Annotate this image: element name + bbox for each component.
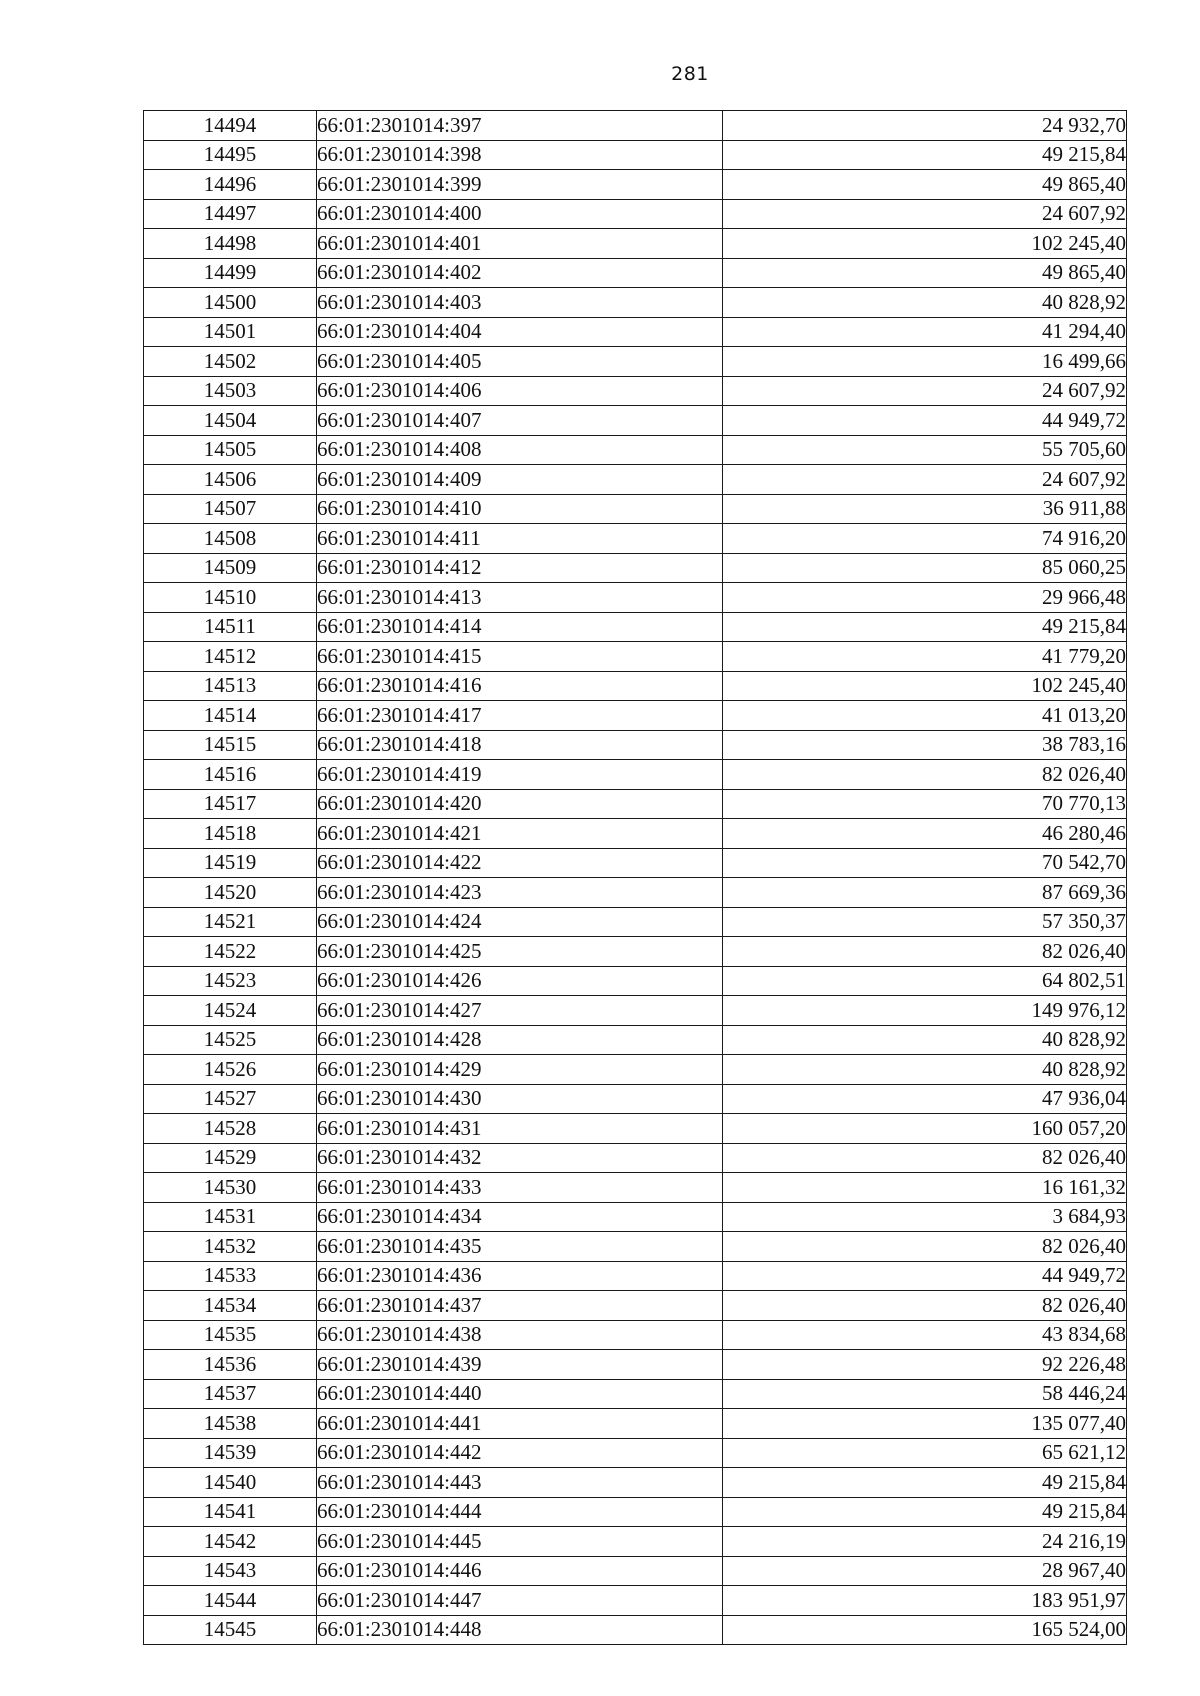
row-number-cell: 14539	[144, 1438, 317, 1468]
table-row	[144, 229, 1127, 259]
cadastral-value-cell: 70 542,70	[723, 848, 1127, 878]
cadastral-value-cell: 29 966,48	[723, 583, 1127, 613]
cadastral-value-cell: 41 294,40	[723, 317, 1127, 347]
row-number-cell: 14503	[144, 376, 317, 406]
cadastral-number-cell: 66:01:2301014:426	[317, 966, 723, 996]
cadastral-number-cell: 66:01:2301014:401	[317, 229, 723, 259]
cadastral-number-cell: 66:01:2301014:422	[317, 848, 723, 878]
row-number-cell: 14515	[144, 730, 317, 760]
row-number-cell: 14521	[144, 907, 317, 937]
cadastral-value-cell: 16 161,32	[723, 1173, 1127, 1203]
cadastral-value-cell: 92 226,48	[723, 1350, 1127, 1380]
table-row	[144, 1497, 1127, 1527]
row-number-cell: 14502	[144, 347, 317, 377]
table-row	[144, 583, 1127, 613]
row-number-cell: 14523	[144, 966, 317, 996]
row-number-cell: 14512	[144, 642, 317, 672]
cadastral-number-cell: 66:01:2301014:409	[317, 465, 723, 495]
cadastral-value-cell: 183 951,97	[723, 1586, 1127, 1616]
table-row	[144, 1143, 1127, 1173]
cadastral-number-cell: 66:01:2301014:410	[317, 494, 723, 524]
cadastral-number-cell: 66:01:2301014:404	[317, 317, 723, 347]
row-number-cell: 14517	[144, 789, 317, 819]
cadastral-number-cell: 66:01:2301014:403	[317, 288, 723, 318]
row-number-cell: 14544	[144, 1586, 317, 1616]
row-number-cell: 14537	[144, 1379, 317, 1409]
row-number-cell: 14534	[144, 1291, 317, 1321]
cadastral-value-cell: 70 770,13	[723, 789, 1127, 819]
table-row	[144, 701, 1127, 731]
cadastral-number-cell: 66:01:2301014:427	[317, 996, 723, 1026]
row-number-cell: 14526	[144, 1055, 317, 1085]
row-number-cell: 14536	[144, 1350, 317, 1380]
table-row	[144, 1320, 1127, 1350]
cadastral-number-cell: 66:01:2301014:448	[317, 1615, 723, 1645]
cadastral-number-cell: 66:01:2301014:425	[317, 937, 723, 967]
cadastral-number-cell: 66:01:2301014:443	[317, 1468, 723, 1498]
cadastral-value-cell: 3 684,93	[723, 1202, 1127, 1232]
row-number-cell: 14540	[144, 1468, 317, 1498]
row-number-cell: 14501	[144, 317, 317, 347]
table-row	[144, 317, 1127, 347]
table-row	[144, 642, 1127, 672]
cadastral-value-cell: 82 026,40	[723, 1232, 1127, 1262]
cadastral-number-cell: 66:01:2301014:406	[317, 376, 723, 406]
cadastral-value-table	[143, 110, 1127, 1645]
cadastral-value-cell: 82 026,40	[723, 760, 1127, 790]
cadastral-number-cell: 66:01:2301014:437	[317, 1291, 723, 1321]
cadastral-value-cell: 64 802,51	[723, 966, 1127, 996]
cadastral-value-cell: 74 916,20	[723, 524, 1127, 554]
table-row	[144, 524, 1127, 554]
cadastral-number-cell: 66:01:2301014:399	[317, 170, 723, 200]
table-row	[144, 789, 1127, 819]
row-number-cell: 14522	[144, 937, 317, 967]
table-row	[144, 1556, 1127, 1586]
table-row	[144, 553, 1127, 583]
cadastral-number-cell: 66:01:2301014:434	[317, 1202, 723, 1232]
table-row	[144, 1615, 1127, 1645]
page-number: 281	[671, 63, 709, 85]
table-row	[144, 199, 1127, 229]
table-row	[144, 1586, 1127, 1616]
cadastral-value-cell: 102 245,40	[723, 229, 1127, 259]
cadastral-number-cell: 66:01:2301014:419	[317, 760, 723, 790]
cadastral-number-cell: 66:01:2301014:446	[317, 1556, 723, 1586]
table-row	[144, 406, 1127, 436]
table-row	[144, 819, 1127, 849]
cadastral-number-cell: 66:01:2301014:429	[317, 1055, 723, 1085]
cadastral-number-cell: 66:01:2301014:417	[317, 701, 723, 731]
table-row	[144, 1232, 1127, 1262]
row-number-cell: 14542	[144, 1527, 317, 1557]
table-row	[144, 1114, 1127, 1144]
cadastral-value-cell: 24 607,92	[723, 376, 1127, 406]
cadastral-number-cell: 66:01:2301014:445	[317, 1527, 723, 1557]
row-number-cell: 14532	[144, 1232, 317, 1262]
cadastral-number-cell: 66:01:2301014:441	[317, 1409, 723, 1439]
table-row	[144, 848, 1127, 878]
table-row	[144, 1409, 1127, 1439]
cadastral-number-cell: 66:01:2301014:414	[317, 612, 723, 642]
cadastral-number-cell: 66:01:2301014:428	[317, 1025, 723, 1055]
cadastral-number-cell: 66:01:2301014:423	[317, 878, 723, 908]
cadastral-value-cell: 49 865,40	[723, 258, 1127, 288]
cadastral-number-cell: 66:01:2301014:402	[317, 258, 723, 288]
cadastral-value-cell: 40 828,92	[723, 1055, 1127, 1085]
cadastral-value-cell: 41 013,20	[723, 701, 1127, 731]
row-number-cell: 14527	[144, 1084, 317, 1114]
row-number-cell: 14525	[144, 1025, 317, 1055]
row-number-cell: 14524	[144, 996, 317, 1026]
table-row	[144, 170, 1127, 200]
table-row	[144, 996, 1127, 1026]
cadastral-number-cell: 66:01:2301014:442	[317, 1438, 723, 1468]
cadastral-number-cell: 66:01:2301014:439	[317, 1350, 723, 1380]
row-number-cell: 14531	[144, 1202, 317, 1232]
row-number-cell: 14500	[144, 288, 317, 318]
cadastral-number-cell: 66:01:2301014:421	[317, 819, 723, 849]
table-row	[144, 730, 1127, 760]
cadastral-value-cell: 41 779,20	[723, 642, 1127, 672]
cadastral-value-cell: 16 499,66	[723, 347, 1127, 377]
cadastral-value-cell: 160 057,20	[723, 1114, 1127, 1144]
table-row	[144, 1055, 1127, 1085]
cadastral-value-cell: 149 976,12	[723, 996, 1127, 1026]
cadastral-value-cell: 49 215,84	[723, 140, 1127, 170]
table-row	[144, 937, 1127, 967]
cadastral-value-cell: 65 621,12	[723, 1438, 1127, 1468]
row-number-cell: 14533	[144, 1261, 317, 1291]
cadastral-value-cell: 49 865,40	[723, 170, 1127, 200]
row-number-cell: 14499	[144, 258, 317, 288]
row-number-cell: 14545	[144, 1615, 317, 1645]
cadastral-number-cell: 66:01:2301014:433	[317, 1173, 723, 1203]
table-row	[144, 1025, 1127, 1055]
row-number-cell: 14543	[144, 1556, 317, 1586]
cadastral-value-cell: 43 834,68	[723, 1320, 1127, 1350]
table-row	[144, 1084, 1127, 1114]
cadastral-number-cell: 66:01:2301014:436	[317, 1261, 723, 1291]
table-row	[144, 258, 1127, 288]
row-number-cell: 14538	[144, 1409, 317, 1439]
row-number-cell: 14510	[144, 583, 317, 613]
row-number-cell: 14506	[144, 465, 317, 495]
cadastral-number-cell: 66:01:2301014:405	[317, 347, 723, 377]
table-row	[144, 966, 1127, 996]
cadastral-value-cell: 40 828,92	[723, 288, 1127, 318]
table-row	[144, 760, 1127, 790]
cadastral-value-cell: 38 783,16	[723, 730, 1127, 760]
row-number-cell: 14530	[144, 1173, 317, 1203]
table-row	[144, 465, 1127, 495]
row-number-cell: 14497	[144, 199, 317, 229]
cadastral-value-cell: 102 245,40	[723, 671, 1127, 701]
table-row	[144, 671, 1127, 701]
table-row	[144, 111, 1127, 141]
cadastral-number-cell: 66:01:2301014:408	[317, 435, 723, 465]
cadastral-value-cell: 87 669,36	[723, 878, 1127, 908]
cadastral-number-cell: 66:01:2301014:411	[317, 524, 723, 554]
row-number-cell: 14516	[144, 760, 317, 790]
row-number-cell: 14513	[144, 671, 317, 701]
cadastral-value-cell: 36 911,88	[723, 494, 1127, 524]
row-number-cell: 14505	[144, 435, 317, 465]
cadastral-value-cell: 24 607,92	[723, 199, 1127, 229]
cadastral-number-cell: 66:01:2301014:413	[317, 583, 723, 613]
cadastral-value-cell: 55 705,60	[723, 435, 1127, 465]
table-row	[144, 1438, 1127, 1468]
cadastral-value-cell: 85 060,25	[723, 553, 1127, 583]
cadastral-number-cell: 66:01:2301014:420	[317, 789, 723, 819]
cadastral-number-cell: 66:01:2301014:430	[317, 1084, 723, 1114]
table-row	[144, 1350, 1127, 1380]
row-number-cell: 14541	[144, 1497, 317, 1527]
cadastral-number-cell: 66:01:2301014:397	[317, 111, 723, 141]
row-number-cell: 14528	[144, 1114, 317, 1144]
cadastral-number-cell: 66:01:2301014:415	[317, 642, 723, 672]
row-number-cell: 14507	[144, 494, 317, 524]
cadastral-value-cell: 24 216,19	[723, 1527, 1127, 1557]
table-row	[144, 1261, 1127, 1291]
cadastral-value-cell: 165 524,00	[723, 1615, 1127, 1645]
row-number-cell: 14535	[144, 1320, 317, 1350]
cadastral-number-cell: 66:01:2301014:424	[317, 907, 723, 937]
cadastral-number-cell: 66:01:2301014:398	[317, 140, 723, 170]
cadastral-value-cell: 49 215,84	[723, 612, 1127, 642]
cadastral-number-cell: 66:01:2301014:418	[317, 730, 723, 760]
row-number-cell: 14518	[144, 819, 317, 849]
cadastral-number-cell: 66:01:2301014:432	[317, 1143, 723, 1173]
cadastral-value-cell: 82 026,40	[723, 1291, 1127, 1321]
cadastral-number-cell: 66:01:2301014:447	[317, 1586, 723, 1616]
table-row	[144, 878, 1127, 908]
row-number-cell: 14519	[144, 848, 317, 878]
table-row	[144, 1527, 1127, 1557]
cadastral-number-cell: 66:01:2301014:444	[317, 1497, 723, 1527]
table-row	[144, 907, 1127, 937]
cadastral-number-cell: 66:01:2301014:416	[317, 671, 723, 701]
cadastral-value-cell: 44 949,72	[723, 1261, 1127, 1291]
cadastral-value-cell: 47 936,04	[723, 1084, 1127, 1114]
cadastral-number-cell: 66:01:2301014:407	[317, 406, 723, 436]
row-number-cell: 14498	[144, 229, 317, 259]
table-row	[144, 140, 1127, 170]
cadastral-value-cell: 44 949,72	[723, 406, 1127, 436]
table-row	[144, 376, 1127, 406]
cadastral-value-cell: 24 607,92	[723, 465, 1127, 495]
cadastral-value-cell: 46 280,46	[723, 819, 1127, 849]
row-number-cell: 14496	[144, 170, 317, 200]
row-number-cell: 14511	[144, 612, 317, 642]
cadastral-value-cell: 40 828,92	[723, 1025, 1127, 1055]
table-row	[144, 494, 1127, 524]
row-number-cell: 14514	[144, 701, 317, 731]
table-row	[144, 347, 1127, 377]
cadastral-value-cell: 135 077,40	[723, 1409, 1127, 1439]
table-row	[144, 1173, 1127, 1203]
row-number-cell: 14529	[144, 1143, 317, 1173]
cadastral-value-cell: 24 932,70	[723, 111, 1127, 141]
table-row	[144, 1202, 1127, 1232]
cadastral-number-cell: 66:01:2301014:412	[317, 553, 723, 583]
cadastral-value-cell: 57 350,37	[723, 907, 1127, 937]
cadastral-number-cell: 66:01:2301014:438	[317, 1320, 723, 1350]
cadastral-number-cell: 66:01:2301014:440	[317, 1379, 723, 1409]
table-row	[144, 435, 1127, 465]
row-number-cell: 14504	[144, 406, 317, 436]
table-row	[144, 1468, 1127, 1498]
cadastral-value-cell: 49 215,84	[723, 1497, 1127, 1527]
cadastral-number-cell: 66:01:2301014:435	[317, 1232, 723, 1262]
table-row	[144, 612, 1127, 642]
cadastral-value-cell: 28 967,40	[723, 1556, 1127, 1586]
cadastral-number-cell: 66:01:2301014:400	[317, 199, 723, 229]
row-number-cell: 14520	[144, 878, 317, 908]
table-row	[144, 1291, 1127, 1321]
row-number-cell: 14509	[144, 553, 317, 583]
table-row	[144, 288, 1127, 318]
row-number-cell: 14508	[144, 524, 317, 554]
cadastral-number-cell: 66:01:2301014:431	[317, 1114, 723, 1144]
cadastral-value-cell: 82 026,40	[723, 1143, 1127, 1173]
row-number-cell: 14495	[144, 140, 317, 170]
row-number-cell: 14494	[144, 111, 317, 141]
cadastral-value-cell: 58 446,24	[723, 1379, 1127, 1409]
table-row	[144, 1379, 1127, 1409]
table-body	[144, 111, 1127, 1645]
cadastral-value-cell: 82 026,40	[723, 937, 1127, 967]
cadastral-value-cell: 49 215,84	[723, 1468, 1127, 1498]
